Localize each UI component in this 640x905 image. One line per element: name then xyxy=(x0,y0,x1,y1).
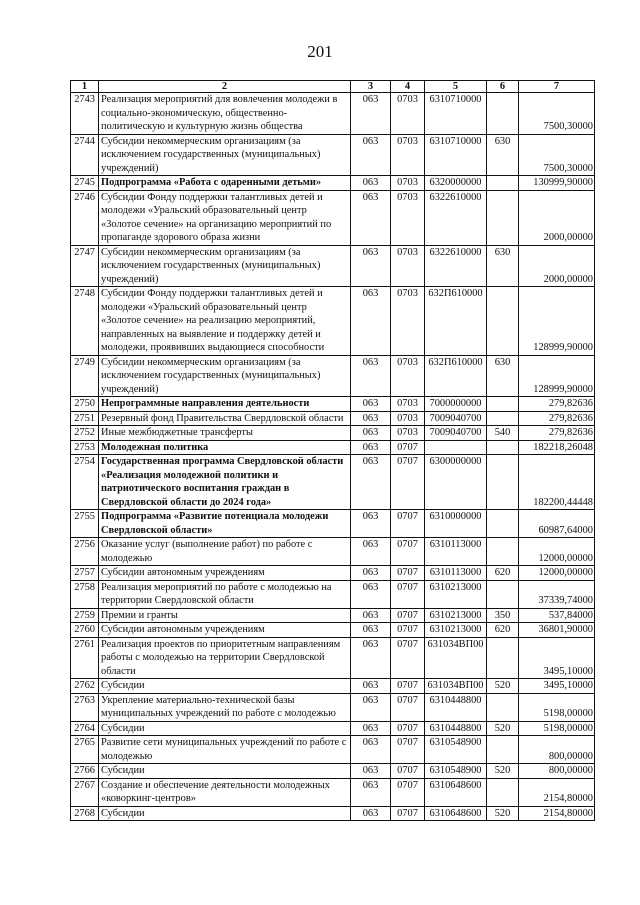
row-amount: 5198,00000 xyxy=(519,693,595,721)
row-amount: 279,82636 xyxy=(519,411,595,426)
table-row xyxy=(71,93,595,135)
row-amount: 279,82636 xyxy=(519,426,595,441)
row-code-6: 630 xyxy=(487,134,519,176)
table-row xyxy=(71,455,595,510)
table-row xyxy=(71,397,595,412)
row-code-3: 063 xyxy=(351,580,391,608)
table-row xyxy=(71,440,595,455)
row-code-4: 0703 xyxy=(391,245,425,287)
row-code-5: 6310000000 xyxy=(425,510,487,538)
row-code-6 xyxy=(487,176,519,191)
row-code-6 xyxy=(487,411,519,426)
row-code-5: 6310548900 xyxy=(425,764,487,779)
row-code-5 xyxy=(425,440,487,455)
row-number: 2758 xyxy=(71,580,99,608)
row-code-5: 6310710000 xyxy=(425,93,487,135)
row-code-6: 630 xyxy=(487,355,519,397)
row-code-5: 6310213000 xyxy=(425,580,487,608)
table-row xyxy=(71,538,595,566)
row-name: Субсидии xyxy=(99,721,351,736)
row-amount: 2154,80000 xyxy=(519,806,595,821)
row-code-4: 0703 xyxy=(391,287,425,356)
row-code-5: 6310448800 xyxy=(425,721,487,736)
row-name: Реализация мероприятий для вовлечения молодежи в социально-экономическую, общественно-политическую и культурную жизнь общества xyxy=(99,93,351,135)
row-code-4: 0707 xyxy=(391,623,425,638)
row-code-5: 6320000000 xyxy=(425,176,487,191)
row-code-5: 6310710000 xyxy=(425,134,487,176)
row-code-6: 520 xyxy=(487,679,519,694)
row-code-3: 063 xyxy=(351,608,391,623)
row-code-5: 6310648600 xyxy=(425,778,487,806)
row-amount: 5198,00000 xyxy=(519,721,595,736)
row-code-4: 0707 xyxy=(391,721,425,736)
column-header: 3 xyxy=(351,81,391,93)
row-number: 2751 xyxy=(71,411,99,426)
row-number: 2757 xyxy=(71,566,99,581)
row-amount: 60987,64000 xyxy=(519,510,595,538)
row-code-4: 0707 xyxy=(391,679,425,694)
row-name: Укрепление материально-технической базы муниципальных учреждений по работе с молодежью xyxy=(99,693,351,721)
row-code-4: 0703 xyxy=(391,411,425,426)
column-header: 6 xyxy=(487,81,519,93)
table-row xyxy=(71,637,595,679)
row-code-4: 0707 xyxy=(391,580,425,608)
budget-table xyxy=(70,80,595,821)
row-name: Подпрограмма «Развитие потенциала молодежи Свердловской области» xyxy=(99,510,351,538)
row-code-4: 0707 xyxy=(391,764,425,779)
row-name: Субсидии автономным учреждениям xyxy=(99,623,351,638)
row-code-6: 620 xyxy=(487,623,519,638)
table-row xyxy=(71,176,595,191)
row-name: Непрограммные направления деятельности xyxy=(99,397,351,412)
row-code-5: 6310648600 xyxy=(425,806,487,821)
row-amount: 2000,00000 xyxy=(519,245,595,287)
row-code-3: 063 xyxy=(351,510,391,538)
row-number: 2767 xyxy=(71,778,99,806)
row-code-4: 0703 xyxy=(391,134,425,176)
row-amount: 537,84000 xyxy=(519,608,595,623)
row-amount: 2154,80000 xyxy=(519,778,595,806)
row-code-5: 6322610000 xyxy=(425,190,487,245)
row-number: 2762 xyxy=(71,679,99,694)
row-number: 2752 xyxy=(71,426,99,441)
row-amount: 2000,00000 xyxy=(519,190,595,245)
row-amount: 12000,00000 xyxy=(519,538,595,566)
row-amount: 36801,90000 xyxy=(519,623,595,638)
row-code-6 xyxy=(487,93,519,135)
row-code-5: 6300000000 xyxy=(425,455,487,510)
row-code-5: 7009040700 xyxy=(425,411,487,426)
row-code-6 xyxy=(487,637,519,679)
table-row xyxy=(71,736,595,764)
row-code-3: 063 xyxy=(351,93,391,135)
table-row xyxy=(71,806,595,821)
row-code-6 xyxy=(487,455,519,510)
row-name: Оказание услуг (выполнение работ) по работе с молодежью xyxy=(99,538,351,566)
row-code-5: 7009040700 xyxy=(425,426,487,441)
row-code-4: 0707 xyxy=(391,510,425,538)
row-code-6: 520 xyxy=(487,721,519,736)
row-number: 2768 xyxy=(71,806,99,821)
row-name: Государственная программа Свердловской области «Реализация молодежной политики и патриотического воспитания граждан в Свердловской области до 2024 года» xyxy=(99,455,351,510)
row-code-4: 0703 xyxy=(391,190,425,245)
table-row xyxy=(71,623,595,638)
row-code-4: 0707 xyxy=(391,693,425,721)
row-number: 2764 xyxy=(71,721,99,736)
row-amount: 3495,10000 xyxy=(519,679,595,694)
row-number: 2759 xyxy=(71,608,99,623)
row-code-4: 0707 xyxy=(391,440,425,455)
row-amount: 128999,90000 xyxy=(519,287,595,356)
row-code-6 xyxy=(487,190,519,245)
row-name: Субсидии некоммерческим организациям (за исключением государственных (муниципальных) учреждений) xyxy=(99,245,351,287)
row-number: 2745 xyxy=(71,176,99,191)
row-code-4: 0707 xyxy=(391,778,425,806)
row-name: Развитие сети муниципальных учреждений по работе с молодежью xyxy=(99,736,351,764)
row-code-4: 0707 xyxy=(391,566,425,581)
column-header: 7 xyxy=(519,81,595,93)
row-code-3: 063 xyxy=(351,355,391,397)
row-code-3: 063 xyxy=(351,637,391,679)
row-amount: 182218,26048 xyxy=(519,440,595,455)
table-row xyxy=(71,608,595,623)
row-code-5: 632П610000 xyxy=(425,355,487,397)
row-code-5: 631034ВП00 xyxy=(425,679,487,694)
table-row xyxy=(71,580,595,608)
row-code-3: 063 xyxy=(351,736,391,764)
row-amount: 279,82636 xyxy=(519,397,595,412)
row-code-6: 540 xyxy=(487,426,519,441)
row-amount: 37339,74000 xyxy=(519,580,595,608)
row-code-5: 6310113000 xyxy=(425,566,487,581)
row-number: 2763 xyxy=(71,693,99,721)
row-name: Реализация мероприятий по работе с молодежью на территории Свердловской области xyxy=(99,580,351,608)
row-code-4: 0703 xyxy=(391,176,425,191)
table-row xyxy=(71,693,595,721)
row-code-3: 063 xyxy=(351,397,391,412)
row-code-3: 063 xyxy=(351,190,391,245)
row-name: Субсидии xyxy=(99,764,351,779)
row-number: 2754 xyxy=(71,455,99,510)
column-header: 2 xyxy=(99,81,351,93)
row-number: 2765 xyxy=(71,736,99,764)
row-name: Иные межбюджетные трансферты xyxy=(99,426,351,441)
row-code-3: 063 xyxy=(351,426,391,441)
row-code-6: 520 xyxy=(487,806,519,821)
row-number: 2755 xyxy=(71,510,99,538)
table-row xyxy=(71,426,595,441)
row-number: 2746 xyxy=(71,190,99,245)
row-number: 2744 xyxy=(71,134,99,176)
row-code-3: 063 xyxy=(351,440,391,455)
row-name: Субсидии Фонду поддержки талантливых детей и молодежи «Уральский образовательный центр «Золотое сечение» на реализацию мероприятий, направленных на выявление и поддержку детей и молодежи, проявивших выдающиеся способности xyxy=(99,287,351,356)
row-code-3: 063 xyxy=(351,764,391,779)
row-code-6 xyxy=(487,287,519,356)
row-code-3: 063 xyxy=(351,778,391,806)
row-code-3: 063 xyxy=(351,566,391,581)
row-amount: 7500,30000 xyxy=(519,93,595,135)
row-code-6: 350 xyxy=(487,608,519,623)
table-row xyxy=(71,245,595,287)
row-name: Субсидии xyxy=(99,806,351,821)
row-code-6 xyxy=(487,778,519,806)
row-code-3: 063 xyxy=(351,623,391,638)
row-code-5: 6310213000 xyxy=(425,608,487,623)
row-number: 2747 xyxy=(71,245,99,287)
row-code-3: 063 xyxy=(351,176,391,191)
row-code-4: 0703 xyxy=(391,355,425,397)
row-code-5: 6310213000 xyxy=(425,623,487,638)
row-name: Подпрограмма «Работа с одаренными детьми» xyxy=(99,176,351,191)
row-number: 2743 xyxy=(71,93,99,135)
row-number: 2760 xyxy=(71,623,99,638)
table-row xyxy=(71,679,595,694)
row-code-4: 0707 xyxy=(391,637,425,679)
row-code-6 xyxy=(487,397,519,412)
row-number: 2750 xyxy=(71,397,99,412)
row-amount: 130999,90000 xyxy=(519,176,595,191)
row-amount: 7500,30000 xyxy=(519,134,595,176)
row-code-3: 063 xyxy=(351,693,391,721)
row-name: Резервный фонд Правительства Свердловской области xyxy=(99,411,351,426)
row-amount: 800,00000 xyxy=(519,764,595,779)
row-code-4: 0703 xyxy=(391,397,425,412)
row-code-6 xyxy=(487,440,519,455)
table-row xyxy=(71,510,595,538)
row-code-4: 0703 xyxy=(391,93,425,135)
row-name: Субсидии Фонду поддержки талантливых детей и молодежи «Уральский образовательный центр «Золотое сечение» на организацию мероприятий по пропаганде здорового образа жизни xyxy=(99,190,351,245)
table-row xyxy=(71,411,595,426)
row-number: 2761 xyxy=(71,637,99,679)
row-name: Премии и гранты xyxy=(99,608,351,623)
column-header: 1 xyxy=(71,81,99,93)
row-code-3: 063 xyxy=(351,245,391,287)
row-name: Реализация проектов по приоритетным направлениям работы с молодежью на территории Свердловской области xyxy=(99,637,351,679)
row-code-3: 063 xyxy=(351,411,391,426)
row-name: Субсидии некоммерческим организациям (за исключением государственных (муниципальных) учреждений) xyxy=(99,355,351,397)
row-code-6 xyxy=(487,693,519,721)
row-code-4: 0707 xyxy=(391,736,425,764)
row-name: Молодежная политика xyxy=(99,440,351,455)
table-row xyxy=(71,287,595,356)
row-code-3: 063 xyxy=(351,679,391,694)
row-code-3: 063 xyxy=(351,134,391,176)
row-code-4: 0703 xyxy=(391,426,425,441)
row-code-3: 063 xyxy=(351,806,391,821)
table-row xyxy=(71,190,595,245)
row-code-5: 631034ВП00 xyxy=(425,637,487,679)
row-amount: 128999,90000 xyxy=(519,355,595,397)
row-code-5: 7000000000 xyxy=(425,397,487,412)
table-row xyxy=(71,764,595,779)
row-code-6: 520 xyxy=(487,764,519,779)
row-code-5: 6310448800 xyxy=(425,693,487,721)
row-code-6 xyxy=(487,510,519,538)
row-name: Создание и обеспечение деятельности молодежных «коворкинг-центров» xyxy=(99,778,351,806)
row-code-3: 063 xyxy=(351,455,391,510)
row-number: 2756 xyxy=(71,538,99,566)
row-code-3: 063 xyxy=(351,287,391,356)
table-row xyxy=(71,566,595,581)
row-number: 2749 xyxy=(71,355,99,397)
header-row xyxy=(71,81,595,93)
row-code-4: 0707 xyxy=(391,806,425,821)
row-name: Субсидии xyxy=(99,679,351,694)
row-code-3: 063 xyxy=(351,538,391,566)
column-header: 5 xyxy=(425,81,487,93)
table-row xyxy=(71,355,595,397)
row-name: Субсидии некоммерческим организациям (за исключением государственных (муниципальных) учреждений) xyxy=(99,134,351,176)
row-number: 2766 xyxy=(71,764,99,779)
row-code-4: 0707 xyxy=(391,538,425,566)
row-code-5: 6322610000 xyxy=(425,245,487,287)
row-code-5: 632П610000 xyxy=(425,287,487,356)
row-amount: 12000,00000 xyxy=(519,566,595,581)
table-row xyxy=(71,134,595,176)
row-number: 2748 xyxy=(71,287,99,356)
row-code-4: 0707 xyxy=(391,455,425,510)
row-amount: 3495,10000 xyxy=(519,637,595,679)
row-code-5: 6310548900 xyxy=(425,736,487,764)
row-amount: 800,00000 xyxy=(519,736,595,764)
row-number: 2753 xyxy=(71,440,99,455)
row-name: Субсидии автономным учреждениям xyxy=(99,566,351,581)
table-row xyxy=(71,778,595,806)
row-code-4: 0707 xyxy=(391,608,425,623)
row-code-6 xyxy=(487,736,519,764)
row-code-6 xyxy=(487,580,519,608)
page-number: 201 xyxy=(307,42,333,61)
row-code-6 xyxy=(487,538,519,566)
row-code-6: 630 xyxy=(487,245,519,287)
row-code-5: 6310113000 xyxy=(425,538,487,566)
column-header: 4 xyxy=(391,81,425,93)
table-row xyxy=(71,721,595,736)
row-amount: 182200,44448 xyxy=(519,455,595,510)
row-code-3: 063 xyxy=(351,721,391,736)
row-code-6: 620 xyxy=(487,566,519,581)
